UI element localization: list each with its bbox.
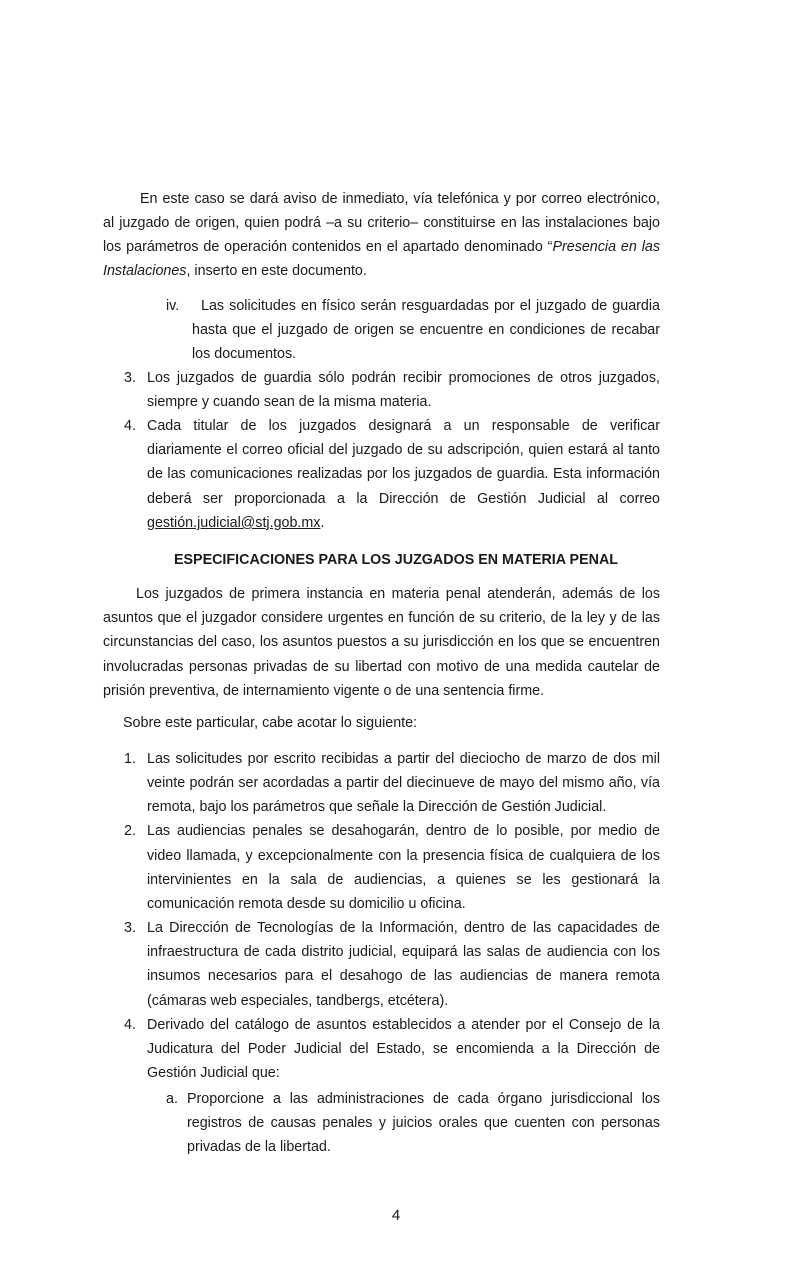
item-3a-number: 3.	[124, 370, 136, 386]
item-2b-line-2: video llamada, y excepcionalmente con la presencia física de cualquiera de los	[147, 848, 660, 864]
item-4a-number: 4.	[124, 418, 136, 434]
penal-line-1: Los juzgados de primera instancia en materia penal atenderán, además de los	[136, 586, 660, 602]
item-3b-number: 3.	[124, 920, 136, 936]
item-4b-line-3: Gestión Judicial que:	[147, 1065, 280, 1081]
item-3b-line-1: La Dirección de Tecnologías de la Información, dentro de las capacidades de	[147, 920, 660, 936]
intro-line-2: al juzgado de origen, quien podrá –a su criterio– constituirse en las instalaciones bajo	[103, 215, 660, 231]
intro-line-3-italic: Presencia en las	[552, 239, 661, 255]
intro-line-3	[103, 238, 660, 256]
penal-line-3: circunstancias del caso, los asuntos puestos a su jurisdicción en los que se encuentren	[103, 634, 660, 650]
item-1b-number: 1.	[124, 751, 136, 767]
intro-line-4-text: , inserto en este documento.	[186, 263, 367, 279]
intro-line-4-italic: Instalaciones	[103, 263, 187, 279]
item-3b-line-3: insumos necesarios para el desahogo de las audiencias de manera remota	[147, 968, 660, 984]
item-1b-line-3: remota, bajo los parámetros que señale la Dirección de Gestión Judicial.	[147, 799, 607, 815]
item-4a-line-5-end: .	[320, 515, 325, 531]
penal-line-5: prisión preventiva, de internamiento vigente o de una sentencia firme.	[103, 683, 545, 699]
item-4b-number: 4.	[124, 1017, 136, 1033]
item-iv-number: iv.	[166, 298, 180, 314]
item-a-line-3: privadas de la libertad.	[187, 1139, 331, 1155]
intro-line-3-text: los parámetros de operación contenidos en el apartado denominado “	[103, 239, 553, 255]
item-4a-line-4: deberá ser proporcionada a la Dirección de Gestión Judicial al correo	[147, 491, 660, 507]
item-2b-line-3: intervinientes en la sala de audiencias, a quienes se les gestionará la	[147, 872, 660, 888]
item-1b-line-2: veinte podrán ser acordadas a partir del diecinueve de mayo del mismo año, vía	[147, 775, 660, 791]
item-iv-line-2: hasta que el juzgado de origen se encuentre en condiciones de recabar	[192, 322, 660, 338]
item-a-line-2: registros de causas penales y juicios orales que cuenten con personas	[187, 1115, 660, 1131]
item-3a-line-2: siempre y cuando sean de la misma materia.	[147, 394, 432, 410]
penal-line-4: involucradas personas privadas de su libertad con motivo de una medida cautelar de	[103, 659, 660, 675]
item-3b-line-2: infraestructura de cada distrito judicial, equipará las salas de audiencia con los	[147, 944, 660, 960]
item-2b-number: 2.	[124, 823, 136, 839]
acotar-line: Sobre este particular, cabe acotar lo siguiente:	[123, 715, 418, 731]
item-4a-line-5	[147, 514, 324, 532]
item-a-letter: a.	[166, 1091, 178, 1107]
section-heading: ESPECIFICACIONES PARA LOS JUZGADOS EN MATERIA PENAL	[173, 552, 619, 568]
intro-line-4	[103, 262, 367, 280]
item-1b-line-1: Las solicitudes por escrito recibidas a partir del dieciocho de marzo de dos mil	[147, 751, 660, 767]
item-3a-line-1: Los juzgados de guardia sólo podrán recibir promociones de otros juzgados,	[147, 370, 660, 386]
item-4b-line-1: Derivado del catálogo de asuntos establecidos a atender por el Consejo de la	[147, 1017, 660, 1033]
item-4a-line-2: diariamente el correo oficial del juzgado de su adscripción, quien estará al tanto	[147, 442, 660, 458]
item-4a-line-3: de las comunicaciones realizadas por los juzgados de guardia. Esta información	[147, 466, 660, 482]
item-2b-line-1: Las audiencias penales se desahogarán, dentro de lo posible, por medio de	[147, 823, 660, 839]
item-iv-line-3: los documentos.	[192, 346, 297, 362]
page-number: 4	[391, 1207, 401, 1224]
item-4a-line-1: Cada titular de los juzgados designará a un responsable de verificar	[147, 418, 660, 434]
email-link[interactable]: gestión.judicial@stj.gob.mx	[147, 515, 321, 531]
intro-line-1: En este caso se dará aviso de inmediato, vía telefónica y por correo electrónico,	[140, 191, 660, 207]
penal-line-2: asuntos que el juzgador considere urgentes en función de su criterio, de la ley y de las	[103, 610, 660, 626]
item-2b-line-4: comunicación remota desde su domicilio u oficina.	[147, 896, 466, 912]
item-4b-line-2: Judicatura del Poder Judicial del Estado, se encomienda a la Dirección de	[147, 1041, 660, 1057]
item-a-line-1: Proporcione a las administraciones de cada órgano jurisdiccional los	[187, 1091, 660, 1107]
item-3b-line-4: (cámaras web especiales, tandbergs, etcétera).	[147, 993, 449, 1009]
item-iv-line-1: Las solicitudes en físico serán resguardadas por el juzgado de guardia	[201, 298, 660, 314]
